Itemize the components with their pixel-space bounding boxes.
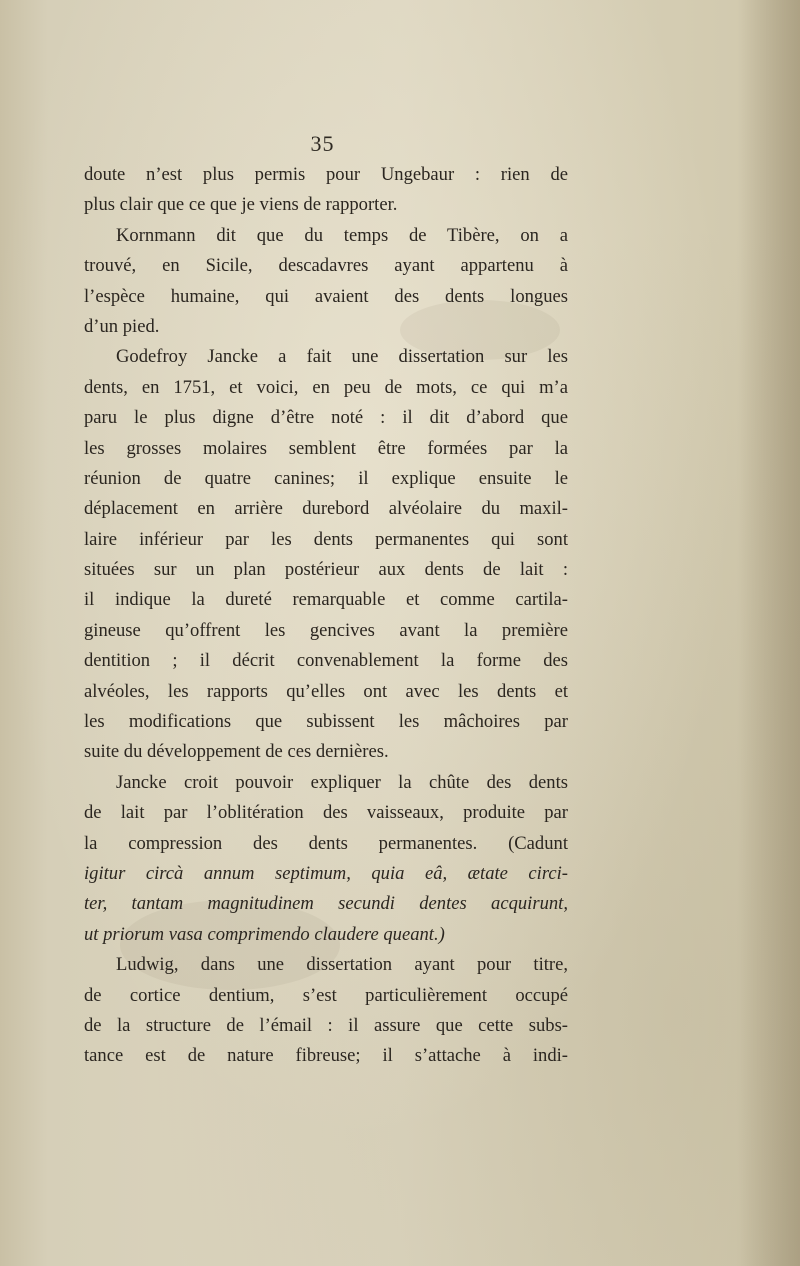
text-line: trouvé, en Sicile, descadavres ayant appartenu à xyxy=(84,255,568,277)
text-line: les grosses molaires semblent être formées par la xyxy=(84,437,568,459)
text-line: la compression des dents permanentes. (Cadunt xyxy=(84,832,568,854)
text-line: de la structure de l’émail : il assure que cette subs- xyxy=(84,1014,568,1036)
text-line: dentition ; il décrit convenablement la forme des xyxy=(84,650,568,672)
text-line: les modifications que subissent les mâchoires par xyxy=(84,711,568,733)
text-line: suite du développement de ces dernières. xyxy=(84,741,389,763)
text-line: doute n’est plus permis pour Ungebaur : rien de xyxy=(84,164,568,185)
text-line: Godefroy Jancke a fait une dissertation sur les xyxy=(116,346,568,368)
body-text xyxy=(84,160,568,1072)
text-line: il indique la dureté remarquable et comme cartila- xyxy=(84,589,568,611)
text-line: déplacement en arrière durebord alvéolaire du maxil- xyxy=(84,498,568,520)
text-line: alvéoles, les rapports qu’elles ont avec les dents et xyxy=(84,680,568,702)
text-line: dents, en 1751, et voici, en peu de mots, ce qui m’a xyxy=(84,376,568,398)
latin-quote-line: ter, tantam magnitudinem secundi dentes acquirunt, xyxy=(84,893,568,915)
text-line: Ludwig, dans une dissertation ayant pour titre, xyxy=(116,954,568,976)
text-line: l’espèce humaine, qui avaient des dents longues xyxy=(84,285,568,307)
text-line: tance est de nature fibreuse; il s’attache à indi- xyxy=(84,1045,568,1067)
latin-quote-line: ut priorum vasa comprimendo claudere queant.) xyxy=(84,923,445,945)
text-line: de cortice dentium, s’est particulièrement occupé xyxy=(84,984,568,1006)
text-line: plus clair que ce que je viens de rapporter. xyxy=(84,194,398,216)
page-edge-shadow xyxy=(740,0,800,1266)
text-line: d’un pied. xyxy=(84,315,160,337)
text-line: réunion de quatre canines; il explique ensuite le xyxy=(84,467,568,489)
text-line: laire inférieur par les dents permanentes qui sont xyxy=(84,528,568,550)
page-number: 35 xyxy=(310,131,335,156)
latin-quote-line: igitur circà annum septimum, quia eâ, ætate circi- xyxy=(84,862,568,884)
text-line: situées sur un plan postérieur aux dents de lait : xyxy=(84,559,568,581)
text-line: paru le plus digne d’être noté : il dit d’abord que xyxy=(84,407,568,429)
text-line: gineuse qu’offrent les gencives avant la première xyxy=(84,619,568,641)
text-line: Jancke croit pouvoir expliquer la chûte des dents xyxy=(116,771,568,793)
text-line: Kornmann dit que du temps de Tibère, on a xyxy=(116,224,568,246)
text-line: de lait par l’oblitération des vaisseaux, produite par xyxy=(84,802,568,824)
